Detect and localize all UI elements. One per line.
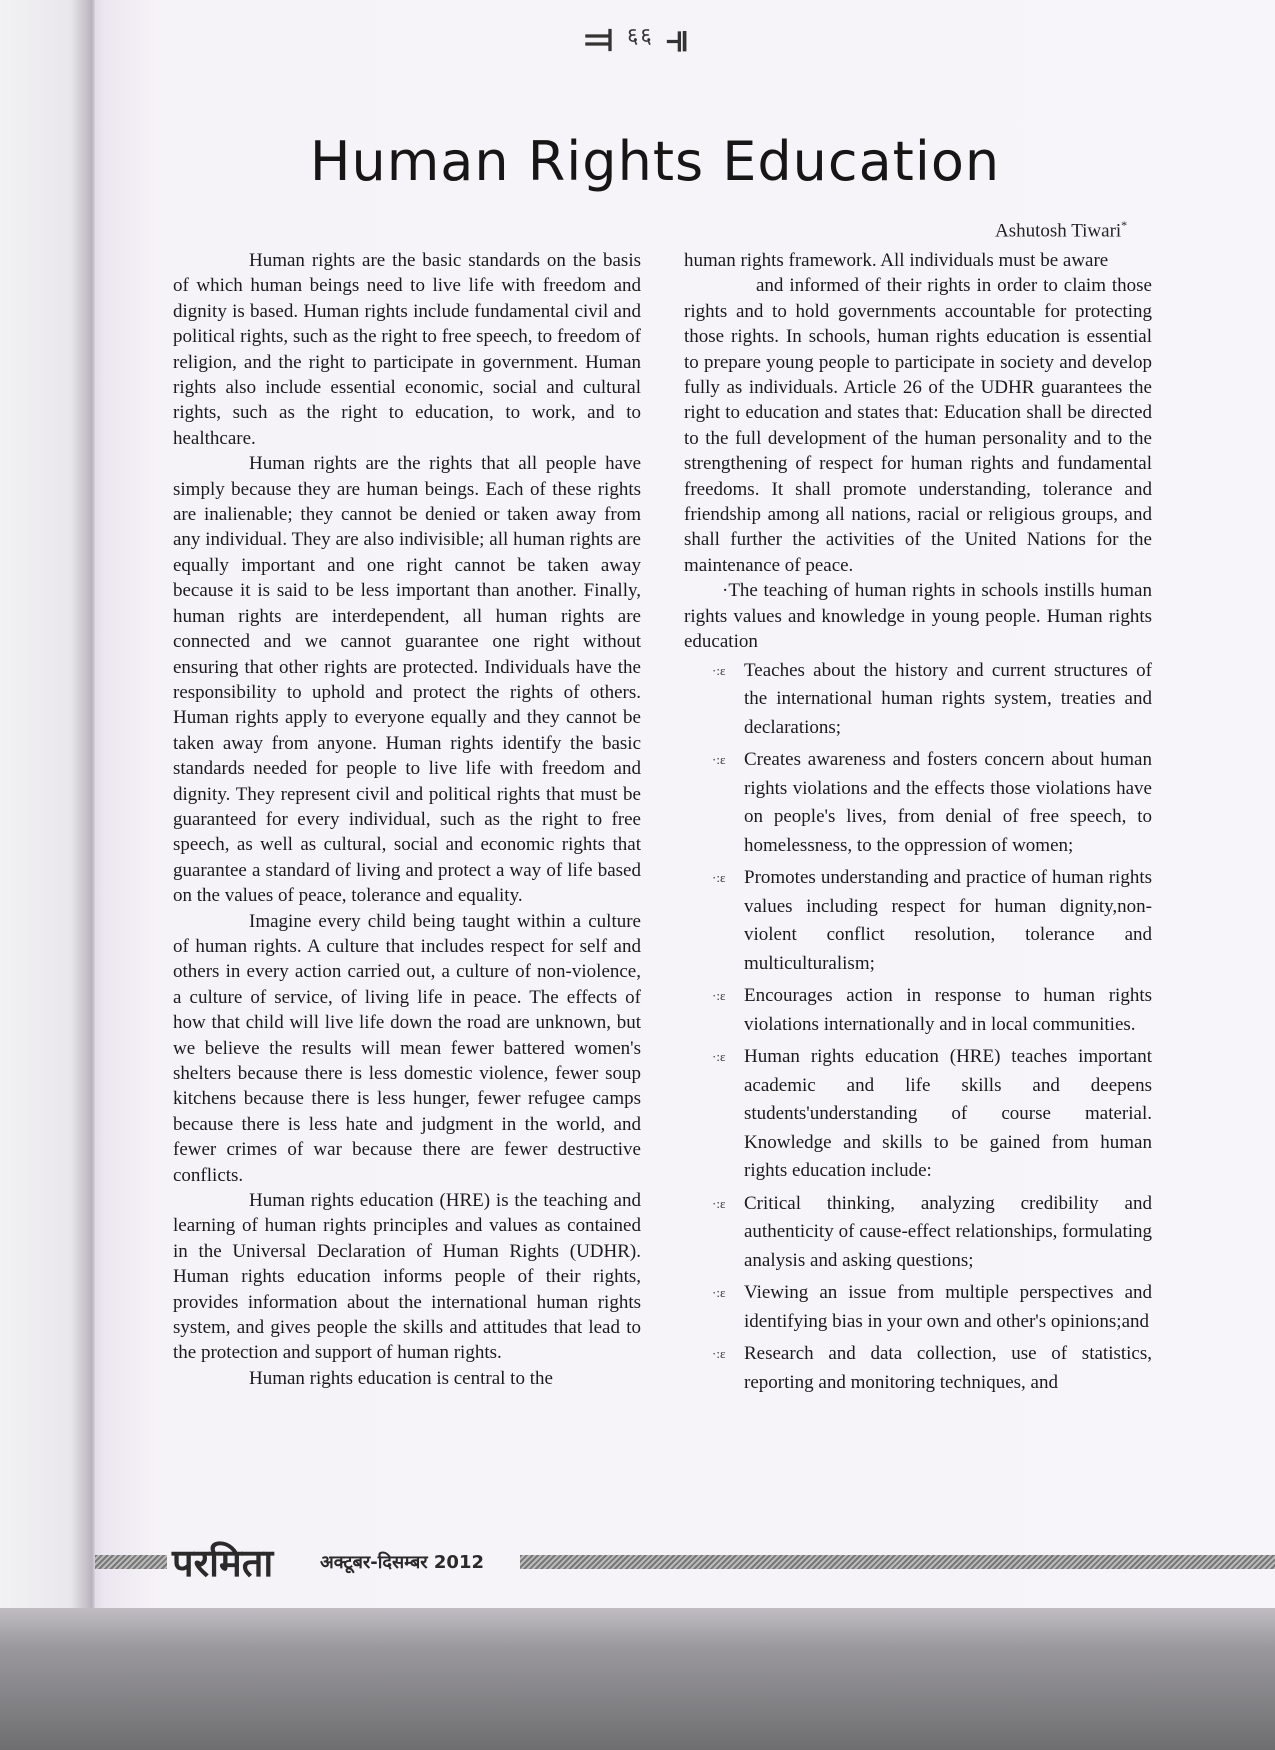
list-item-text: Research and data collection, use of statistics, reporting and monitoring techniques, and: [744, 1343, 1152, 1393]
paragraph: Human rights are the basic standards on the basis of which human beings need to live life with freedom and dignity is based. Human rights include fundamental civil and political rights, such as the right to free speech, to freedom of religion, and the right to participate in government. Human rights also include essential economic, social and cultural rights, such as the right to education, to work, and to healthcare.: [173, 250, 641, 449]
list-item-text: Critical thinking, analyzing credibility and authenticity of cause-effect relationships, formulating analysis and asking questions;: [744, 1192, 1152, 1271]
bullet-icon: ·:ε: [712, 1285, 726, 1300]
list-item: [684, 982, 1152, 1039]
left-column: [173, 248, 641, 1391]
list-item: [684, 746, 1152, 860]
list-item-text: Encourages action in response to human rights violations internationally and in local communities.: [744, 985, 1152, 1035]
author-footnote-mark: *: [1121, 218, 1128, 232]
paragraph: and informed of their rights in order to claim those rights and to hold governments accountable for protecting those rights. In schools, human rights education is essential to prepare young people to participate in society and develop fully as individuals. Article 26 of the UDHR guarantees the right to education and states that: Education shall be directed to the full development of the human personality and to the strengthening of respect for human rights and fundamental freedoms. It shall promote understanding, tolerance and friendship among all nations, racial or religious groups, and shall further the activities of the United Nations for the maintenance of peace.: [684, 275, 1152, 576]
bullet-list: [684, 657, 1152, 1398]
list-item: [684, 1190, 1152, 1276]
bullet-icon: ·:ε: [712, 1195, 726, 1211]
paragraph: Human rights education is central to the: [249, 1367, 553, 1389]
list-item: [684, 864, 1152, 978]
article-title: Human Rights Education: [309, 130, 1001, 193]
author-byline: [995, 218, 1127, 242]
paragraph: Imagine every child being taught within a culture of human rights. A culture that includes respect for self and others in every action carried out, a culture of non-violence, a culture of service, of living life in peace. The effects of how that child will live life down the road are unknown, but we believe the results will mean fewer battered women's shelters because there is less domestic violence, fewer soup kitchens because there is less hunger, fewer refugee camps because there is less hate and judgment in the world, and fewer crimes of war because there are fewer destructive conflicts.: [173, 910, 641, 1186]
list-item-text: Viewing an issue from multiple perspectives and identifying bias in your own and other's opinions;and: [744, 1282, 1152, 1332]
list-item: [684, 1043, 1152, 1186]
page-number: ६६: [626, 24, 654, 49]
list-item: [684, 1340, 1152, 1397]
book-gutter: [0, 0, 95, 1608]
header-ornament-left: ⫤: [584, 16, 616, 60]
author-name: Ashutosh Tiwari: [995, 220, 1122, 242]
page-footer: [0, 1540, 1275, 1585]
footer-stripe: [520, 1555, 1275, 1569]
right-column: [684, 248, 1152, 1401]
page-header: [0, 16, 1275, 61]
bullet-icon: ·:ε: [712, 752, 726, 767]
paragraph: ·The teaching of human rights in schools instills human rights values and knowledge in young people. Human rights education: [684, 580, 1152, 653]
bullet-icon: ·:ε: [712, 1346, 726, 1361]
list-item: [684, 1279, 1152, 1336]
bullet-icon: ·:ε: [712, 1049, 726, 1064]
magazine-brand: परमिता: [172, 1541, 274, 1585]
footer-stripe: [95, 1555, 167, 1569]
scan-shadow: [0, 1608, 1275, 1750]
list-item-text: Promotes understanding and practice of human rights values including respect for human dignity,non-violent conflict resolution, tolerance and multiculturalism;: [744, 867, 1152, 974]
bullet-icon: ·:ε: [712, 988, 726, 1003]
paragraph-continuation: human rights framework. All individuals must be aware: [684, 250, 1109, 271]
paragraph: Human rights are the rights that all people have simply because they are human beings. Each of these rights are inalienable; they cannot be denied or taken away from any individual. They are also indivisible; all human rights are equally important and one right cannot be taken away because it is said to be less important than another. Finally, human rights are interdependent, all human rights are connected and we cannot guarantee one right without ensuring that other rights are protected. Individuals have the responsibility to uphold and protect the rights of others. Human rights apply to everyone equally and they cannot be taken away from anyone. Human rights identify the basic standards needed for people to live life with freedom and dignity. They represent civil and political rights that must be guaranteed for every individual, such as the right to free speech, as well as cultural, social and economic rights that guarantee a standard of living and protect a way of life based on the values of peace, tolerance and equality.: [173, 453, 641, 907]
issue-date: अक्टूबर-दिसम्बर 2012: [320, 1552, 484, 1573]
list-item-text: Creates awareness and fosters concern about human rights violations and the effects those violations have on people's lives, from denial of free speech, to homelessness, to the oppression of women;: [744, 749, 1152, 856]
list-item-text: Human rights education (HRE) teaches important academic and life skills and deepens students'understanding of course material. Knowledge and skills to be gained from human rights education include:: [744, 1046, 1152, 1181]
bullet-icon: ·:ε: [712, 870, 726, 885]
list-item-text: Teaches about the history and current structures of the international human rights system, treaties and declarations;: [744, 659, 1152, 738]
list-item: [684, 657, 1152, 743]
header-ornament-right: ⫣: [665, 16, 691, 60]
bullet-icon: ·:ε: [712, 662, 726, 678]
paragraph: Human rights education (HRE) is the teaching and learning of human rights principles and values as contained in the Universal Declaration of Human Rights (UDHR). Human rights education informs people of their rights, provides information about the international human rights system, and gives people the skills and attitudes that lead to the protection and support of human rights.: [173, 1190, 641, 1364]
